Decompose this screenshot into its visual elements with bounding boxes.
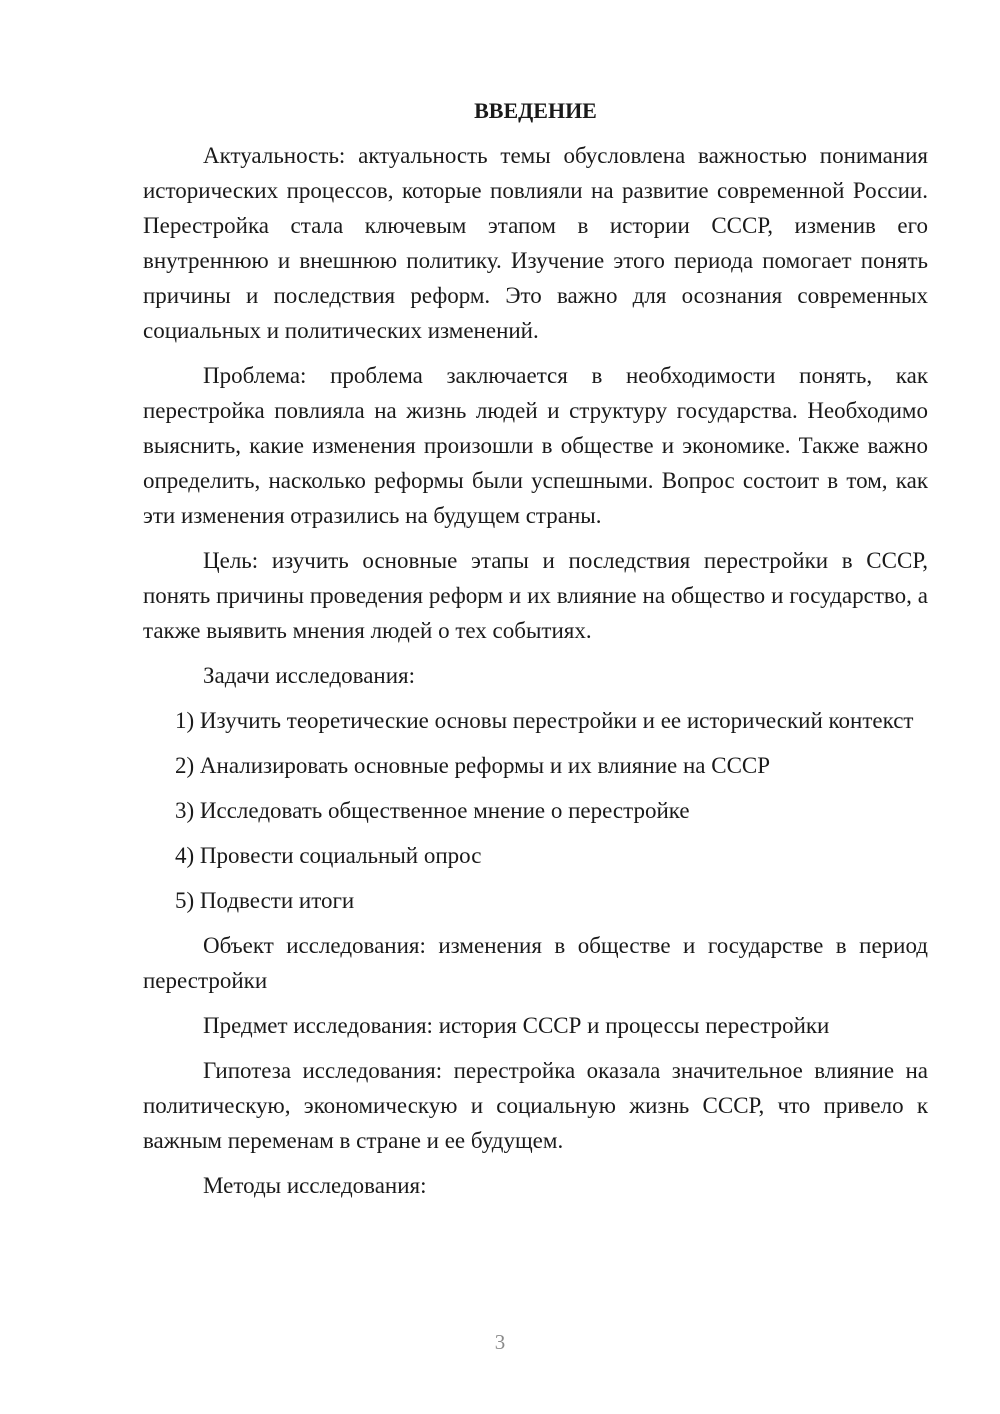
research-subject-paragraph: Предмет исследования: история СССР и процессы перестройки (203, 1013, 830, 1038)
task-item-3: 3) Исследовать общественное мнение о перестройке (175, 798, 690, 823)
research-hypothesis-paragraph: Гипотеза исследования: перестройка оказала значительное влияние на политическую, экономическую и социальную жизнь СССР, что привело к важным переменам в стране и ее будущем. (143, 1058, 928, 1153)
relevance-paragraph: Актуальность: актуальность темы обусловлена важностью понимания исторических процессов, которые повлияли на развитие современной России. Перестройка стала ключевым этапом в истории СССР, изменив его внутреннюю и внешнюю политику. Изучение этого периода помогает понять причины и последствия реформ. Это важно для осознания современных социальных и политических изменений. (143, 143, 928, 343)
task-item-5: 5) Подвести итоги (175, 888, 355, 913)
section-title: ВВЕДЕНИЕ (474, 98, 597, 123)
tasks-heading: Задачи исследования: (203, 663, 416, 688)
task-item-2: 2) Анализировать основные реформы и их влияние на СССР (175, 753, 771, 778)
research-object-paragraph: Объект исследования: изменения в обществе и государстве в период перестройки (143, 933, 928, 993)
task-item-4: 4) Провести социальный опрос (175, 843, 482, 868)
page-content (143, 93, 928, 1213)
task-item-1: 1) Изучить теоретические основы перестройки и ее исторический контекст (175, 708, 914, 733)
goal-paragraph: Цель: изучить основные этапы и последствия перестройки в СССР, понять причины проведения реформ и их влияние на общество и государство, а также выявить мнения людей о тех событиях. (143, 548, 928, 643)
problem-paragraph: Проблема: проблема заключается в необходимости понять, как перестройка повлияла на жизнь людей и структуру государства. Необходимо выяснить, какие изменения произошли в обществе и экономике. Также важно определить, насколько реформы были успешными. Вопрос состоит в том, как эти изменения отразились на будущем страны. (143, 363, 928, 528)
page-number: 3 (494, 1330, 506, 1354)
research-methods-heading: Методы исследования: (203, 1173, 427, 1198)
